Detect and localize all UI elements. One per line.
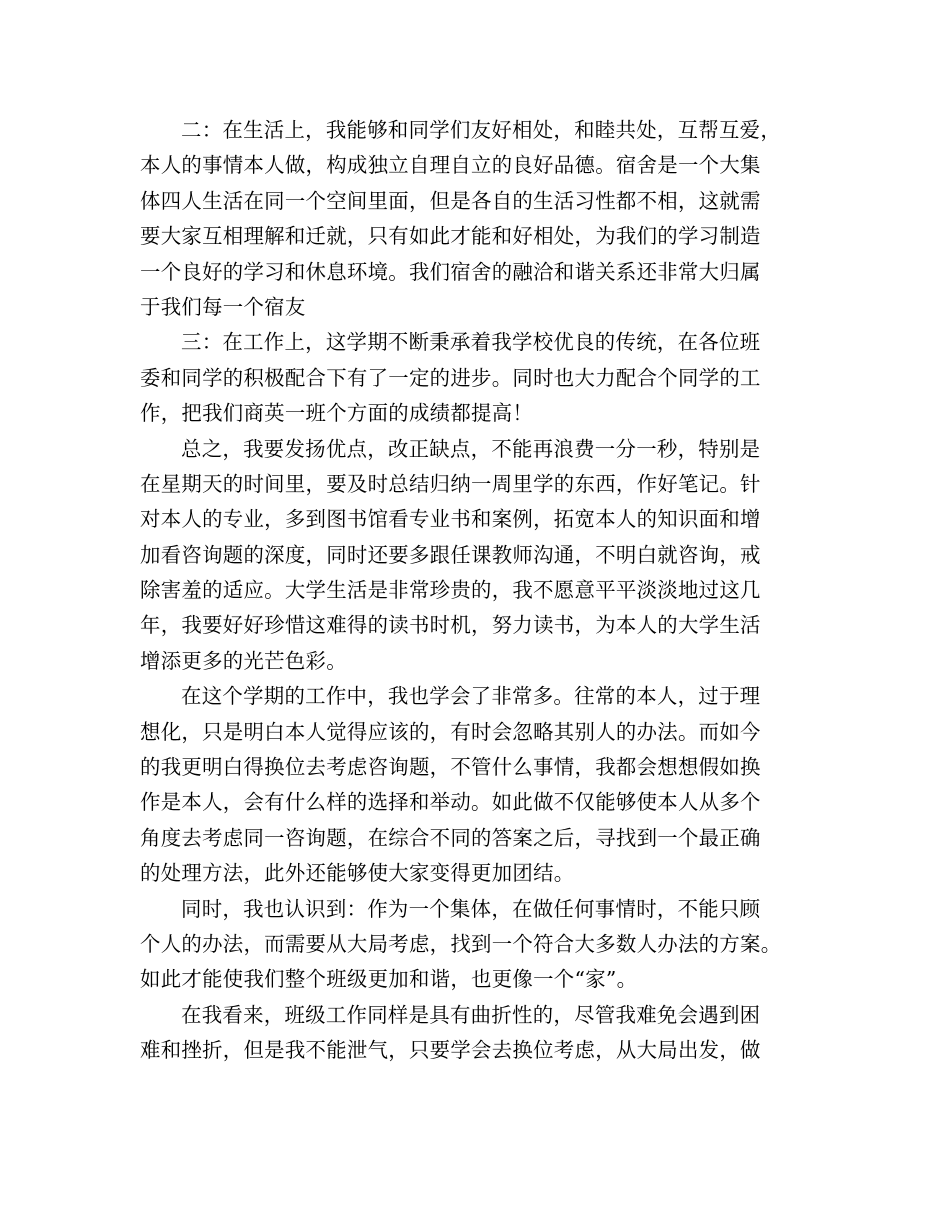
text-line: 要大家互相理解和迁就，只有如此才能和好相处，为我们的学习制造	[140, 224, 761, 249]
text-line: 在星期天的时间里，要及时总结归纳一周里学的东西，作好笔记。针	[140, 471, 761, 496]
text-line: 难和挫折，但是我不能泄气，只要学会去换位考虑，从大局出发，做	[140, 1038, 761, 1063]
text-line: 在这个学期的工作中，我也学会了非常多。往常的本人，过于理	[181, 684, 761, 709]
text-line: 委和同学的积极配合下有了一定的进步。同时也大力配合个同学的工	[140, 365, 761, 390]
text-line: 总之，我要发扬优点，改正缺点，不能再浪费一分一秒，特别是	[181, 436, 761, 461]
text-line: 如此才能使我们整个班级更加和谐，也更像一个“家”。	[140, 967, 638, 992]
text-line: 想化，只是明白本人觉得应该的，有时会忽略其别人的办法。而如今	[140, 719, 761, 744]
text-line: 的我更明白得换位去考虑咨询题，不管什么事情，我都会想想假如换	[140, 755, 761, 780]
text-line: 作，把我们商英一班个方面的成绩都提高！	[140, 401, 534, 426]
text-line: 在我看来，班级工作同样是具有曲折性的，尽管我难免会遇到困	[181, 1002, 761, 1027]
text-line: 三：在工作上，这学期不断秉承着我学校优良的传统，在各位班	[181, 330, 761, 355]
text-line: 于我们每一个宿友	[140, 294, 306, 319]
text-line: 对本人的专业，多到图书馆看专业书和案例，拓宽本人的知识面和增	[140, 507, 761, 532]
paragraph-semester-work	[140, 679, 812, 891]
text-line: 本人的事情本人做，构成独立自理自立的良好品德。宿舍是一个大集	[140, 153, 761, 178]
text-line: 个人的办法，而需要从大局考虑，找到一个符合大多数人办法的方案。	[140, 931, 782, 956]
document-page	[140, 113, 812, 1069]
text-line: 年，我要好好珍惜这难得的读书时机，努力读书，为本人的大学生活	[140, 613, 761, 638]
text-line: 的处理方法，此外还能够使大家变得更加团结。	[140, 861, 575, 886]
text-line: 增添更多的光芒色彩。	[140, 648, 347, 673]
paragraph-summary	[140, 432, 812, 680]
text-line: 二：在生活上，我能够和同学们友好相处，和睦共处，互帮互爱，	[181, 118, 782, 142]
paragraph-collective	[140, 892, 812, 998]
text-line: 除害羞的适应。大学生活是非常珍贵的，我不愿意平平淡淡地过这几	[140, 578, 761, 603]
text-line: 加看咨询题的深度，同时还要多跟任课教师沟通，不明白就咨询，戒	[140, 542, 761, 567]
text-line: 同时，我也认识到：作为一个集体，在做任何事情时，不能只顾	[181, 896, 761, 921]
paragraph-life	[140, 113, 812, 325]
paragraph-class-work	[140, 998, 812, 1069]
text-line: 角度去考虑同一咨询题，在综合不同的答案之后，寻找到一个最正确	[140, 825, 761, 850]
text-line: 体四人生活在同一个空间里面，但是各自的生活习性都不相，这就需	[140, 188, 761, 213]
text-line: 作是本人，会有什么样的选择和举动。如此做不仅能够使本人从多个	[140, 790, 761, 815]
paragraph-work	[140, 325, 812, 431]
text-line: 一个良好的学习和休息环境。我们宿舍的融洽和谐关系还非常大归属	[140, 259, 761, 284]
